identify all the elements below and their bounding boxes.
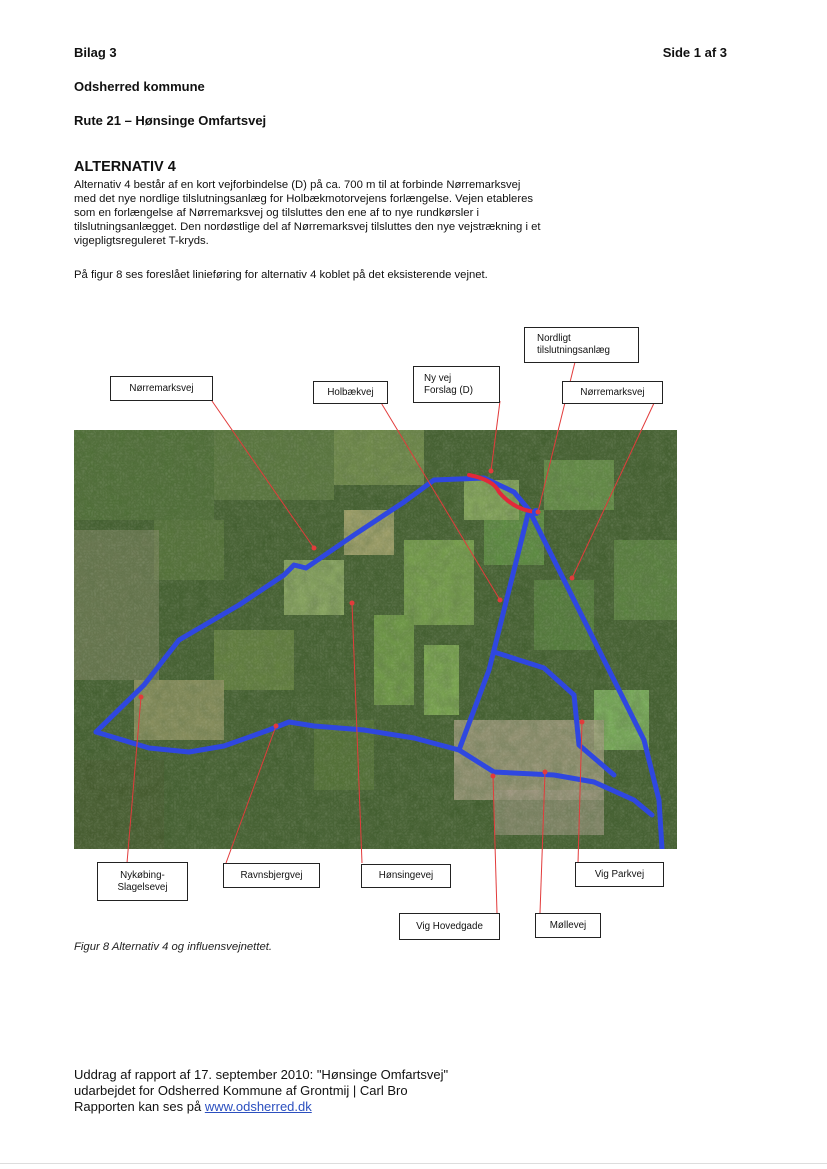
label-ny-vej [413,366,500,403]
leader-norremarksvej-east [572,401,655,578]
label-text: Nørremarksvej [129,382,194,394]
label-vig-parkvej [575,862,664,887]
label-text: Vig Parkvej [594,868,645,880]
leader-ny-vej [491,401,500,471]
label-text: Nordligt [537,333,571,344]
label-text: Hønsingevej [378,870,434,881]
page-number: Side 1 af 3 [662,45,727,60]
label-text: Holbækvej [327,386,374,398]
leader-vig-hovedgade [493,776,497,913]
label-norremarksvej-west [110,376,213,401]
label-norremarksvej-east [562,381,663,404]
leader-honsingevej [352,603,362,863]
leader-holbaekvej [380,401,500,600]
label-nykobing-slagelsevej [97,862,188,901]
municipality-name: Odsherred kommune [74,79,205,94]
label-text: Nørremarksvej [580,386,645,398]
label-vig-hovedgade [399,913,500,940]
label-text: tilslutningsanlæg [537,345,610,356]
odsherred-link[interactable]: www.odsherred.dk [204,1099,312,1114]
section-heading: ALTERNATIV 4 [74,159,176,175]
leader-norremarksvej-west [212,401,314,548]
leader-vig-parkvej [578,722,582,863]
leader-nykobing [127,697,141,863]
footer-line [74,1099,448,1115]
footer-prefix: Rapporten kan ses på [74,1099,205,1114]
body-line: vigepligtsreguleret T-kryds. [74,235,209,247]
body-line: som en forlængelse af Nørremarksvej og tilsluttes den ene af to nye rundkørsler i [74,207,479,219]
footer-line: udarbejdet for Odsherred Kommune af Grontmij | Carl Bro [74,1083,408,1098]
body-line: med det nye nordlige tilslutningsanlæg for Holbækmotorvejens forlængelse. Vejen etableres [74,193,534,205]
figure-intro: På figur 8 ses foreslået linieføring for alternativ 4 koblet på det eksisterende vejnet. [74,269,488,281]
bottom-edge [0,1163,827,1164]
label-text: Vig Hovedgade [416,920,483,932]
label-text: Slagelsevej [117,881,168,893]
body-line: tilslutningsanlægget. Den nordøstlige del af Nørremarksvej tilsluttes den nye vejstrækning i et [74,221,541,233]
label-nordligt-tilslutningsanlaeg [524,327,639,363]
leader-ravnsbjergvej [226,726,276,863]
route-title: Rute 21 – Hønsinge Omfartsvej [74,113,267,128]
label-text: Nykøbing- [120,869,165,881]
label-text: Ny vej [424,372,452,384]
label-text: Ravnsbjergvej [240,869,303,881]
leader-mollevej [540,772,545,913]
appendix-label: Bilag 3 [74,45,117,60]
label-mollevej [535,913,601,938]
label-ravnsbjergvej [223,863,320,888]
label-text: Forslag (D) [424,384,473,396]
footer-line: Uddrag af rapport af 17. september 2010: "Hønsinge Omfartsvej" [74,1067,449,1082]
label-honsingevej [361,864,451,888]
figure-caption: Figur 8 Alternativ 4 og influensvejnettet. [74,941,273,953]
label-holbaekvej [313,381,388,404]
body-line: Alternativ 4 består af en kort vejforbindelse (D) på ca. 700 m til at forbinde Nørremarksvej [74,179,521,191]
footer-note [74,1067,448,1115]
label-text: Møllevej [549,919,587,931]
